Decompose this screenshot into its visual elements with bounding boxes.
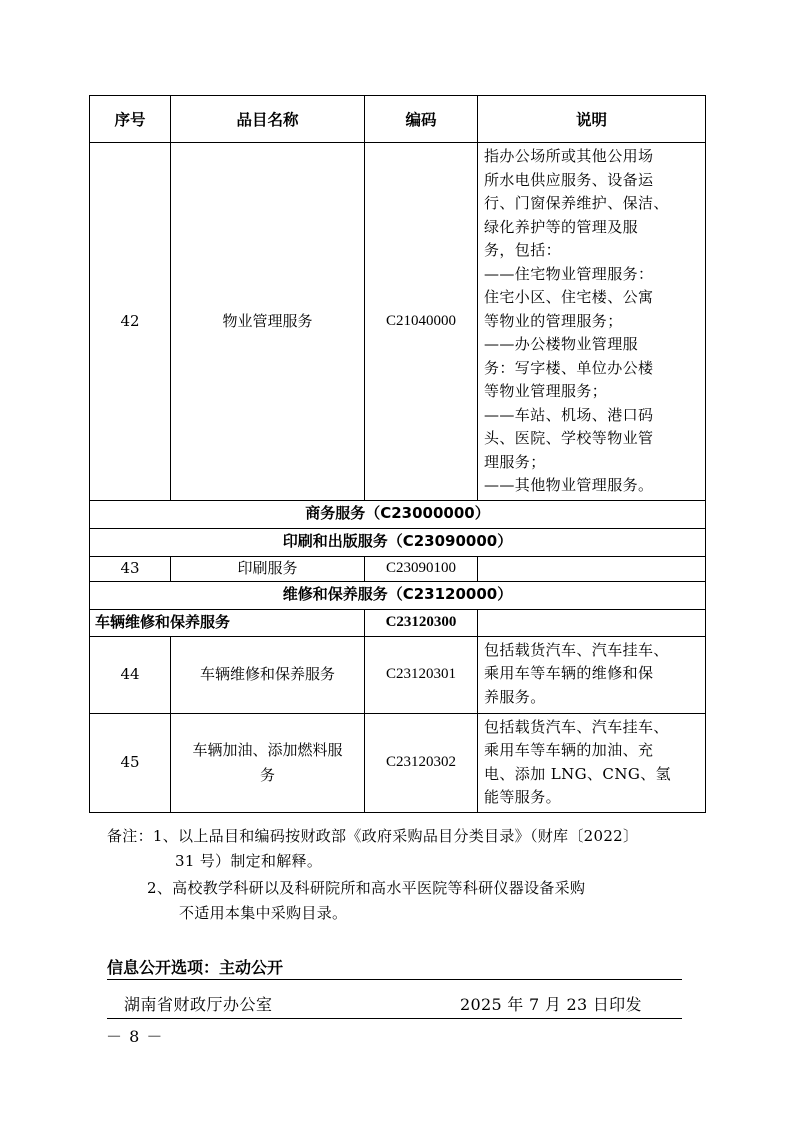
table-header-row	[90, 96, 706, 143]
table-row	[90, 713, 706, 812]
header-description: 说明	[478, 96, 706, 143]
header-code: 编码	[365, 96, 478, 143]
note-line-1: 备注：1、以上品目和编码按财政部《政府采购品目分类目录》（财库〔2022〕	[107, 827, 639, 845]
note-line-2: 31 号）制定和解释。	[175, 852, 323, 870]
info-disclosure: 信息公开选项：主动公开	[107, 958, 284, 977]
footer-top-rule	[107, 979, 682, 980]
row-item-name-line: 车辆加油、添加燃料服	[192, 740, 343, 759]
row-description	[478, 556, 706, 581]
table-row	[90, 636, 706, 713]
note-line-3: 2、高校教学科研以及科研院所和高水平医院等科研仪器设备采购	[147, 879, 586, 897]
footer-bottom-rule	[107, 1018, 682, 1019]
note-line-4: 不适用本集中采购目录。	[179, 904, 348, 922]
row-code: C23120302	[365, 713, 478, 812]
row-item-name: 印刷服务	[171, 556, 365, 581]
catalog-table	[89, 95, 706, 813]
category-row	[90, 528, 706, 556]
category-repair-maintenance: 维修和保养服务（C23120000）	[90, 581, 706, 609]
page-number: － 8 －	[106, 1027, 164, 1046]
subcategory-row	[90, 609, 706, 636]
header-item-name: 品目名称	[171, 96, 365, 143]
row-description: 包括载货汽车、汽车挂车、 乘用车等车辆的加油、充 电、添加 LNG、CNG、氢 能等服务。	[478, 713, 706, 812]
row-description: 指办公场所或其他公用场 所水电供应服务、设备运 行、门窗保养维护、保洁、 绿化养护等的管理及服 务，包括： ——住宅物业管理服务： 住宅小区、住宅楼、公寓 等物业的管理服务； ——办公楼物业管理服 务：写字楼、单位办公楼 等物业管理服务； ——车站、机场、港口码 头、医院、学校等物业管 理服务； ——其他物业管理服务。	[478, 143, 706, 501]
row-seq: 43	[90, 556, 171, 581]
row-item-name-line: 务	[259, 765, 275, 784]
row-code: C23090100	[365, 556, 478, 581]
issue-date: 2025 年 7 月 23 日印发	[460, 995, 642, 1014]
table-row	[90, 556, 706, 581]
row-code: C21040000	[365, 143, 478, 501]
row-item-name	[171, 713, 365, 812]
row-item-name: 车辆维修和保养服务	[171, 636, 365, 713]
category-row	[90, 581, 706, 609]
row-seq: 44	[90, 636, 171, 713]
table-row	[90, 143, 706, 501]
row-code: C23120301	[365, 636, 478, 713]
header-seq: 序号	[90, 96, 171, 143]
subcategory-vehicle-code: C23120300	[365, 609, 478, 636]
category-printing-publishing: 印刷和出版服务（C23090000）	[90, 528, 706, 556]
category-business-services: 商务服务（C23000000）	[90, 500, 706, 528]
row-description: 包括载货汽车、汽车挂车、 乘用车等车辆的维修和保 养服务。	[478, 636, 706, 713]
row-seq: 42	[90, 143, 171, 501]
row-item-name: 物业管理服务	[171, 143, 365, 501]
subcategory-vehicle-description	[478, 609, 706, 636]
issuer: 湖南省财政厅办公室	[124, 995, 273, 1014]
row-seq: 45	[90, 713, 171, 812]
category-row	[90, 500, 706, 528]
subcategory-vehicle-name: 车辆维修和保养服务	[90, 609, 365, 636]
